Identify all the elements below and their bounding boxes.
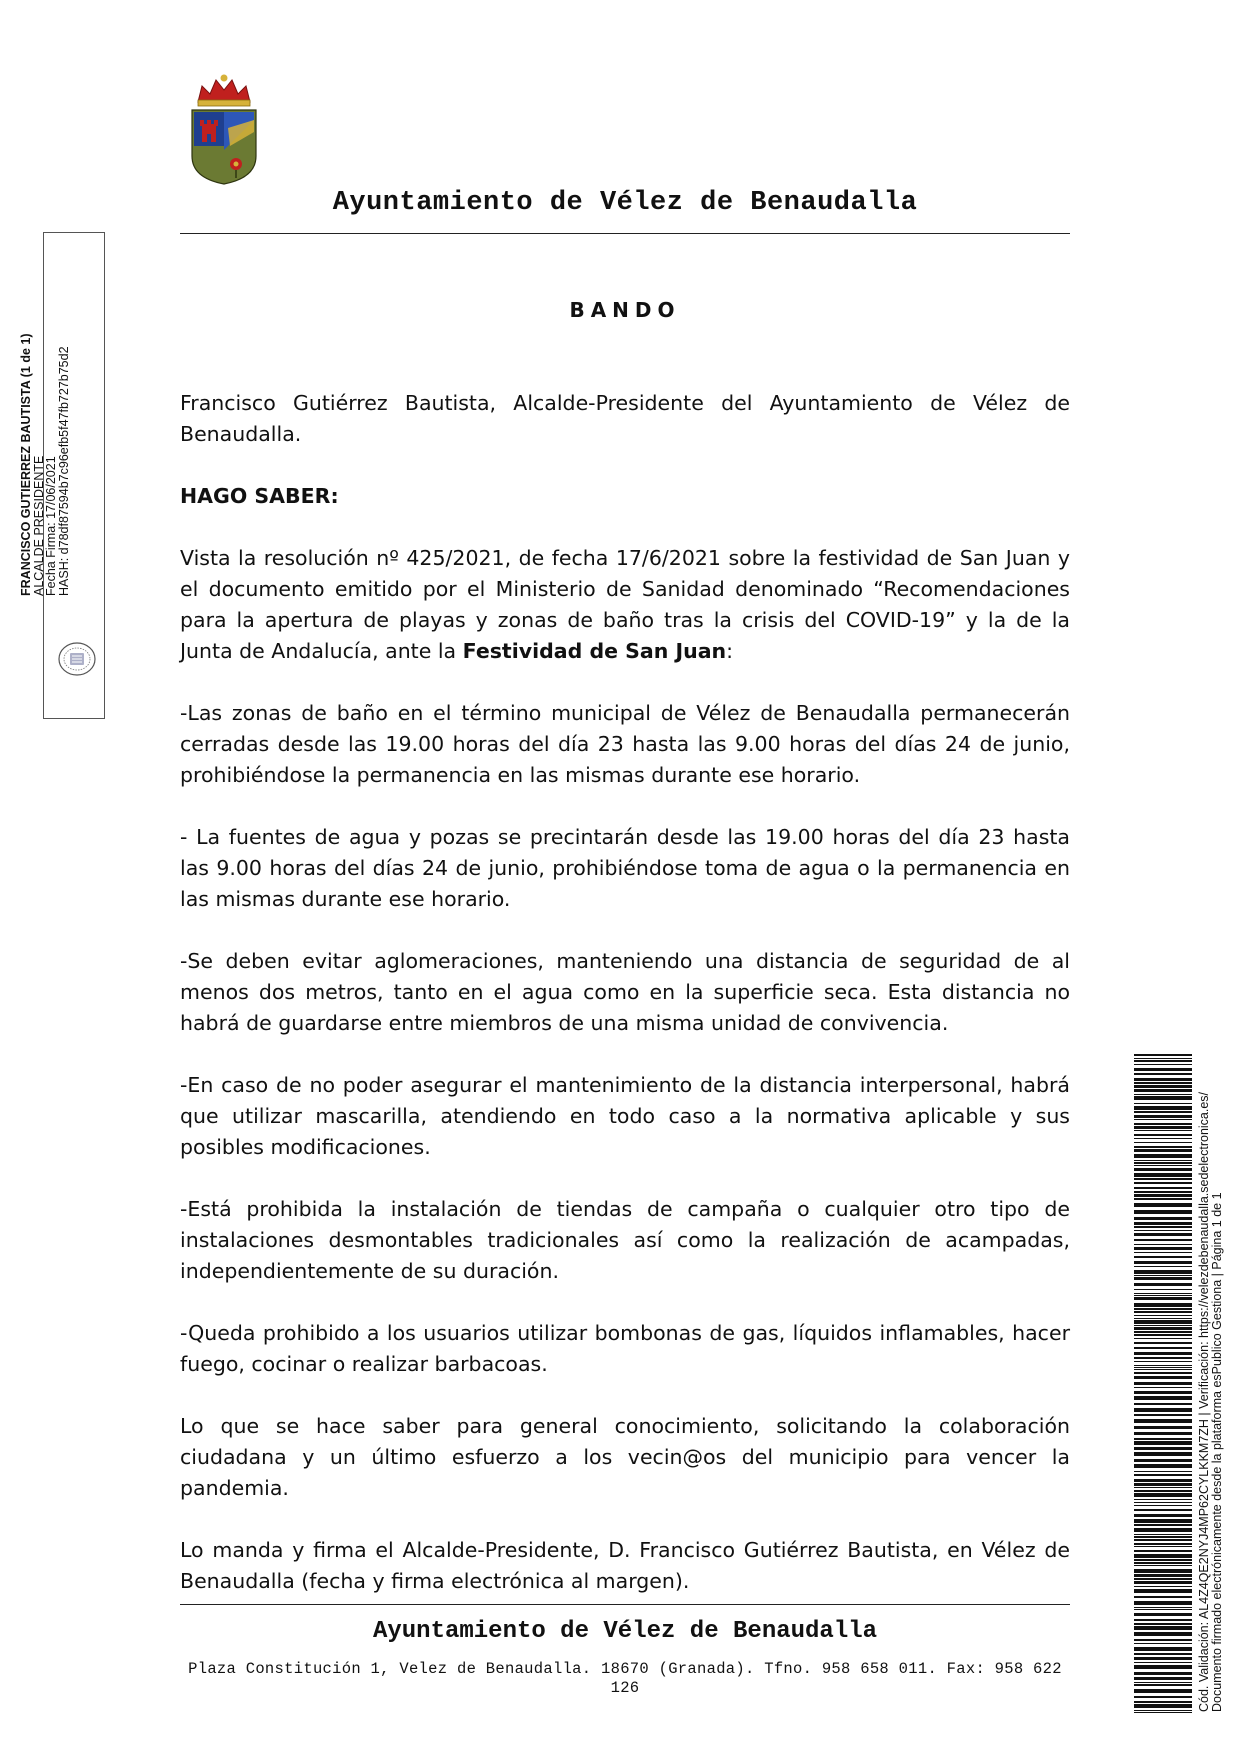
barcode-bar [1134,1334,1192,1336]
barcode-bar [1134,1089,1192,1092]
barcode-bar [1134,1665,1192,1669]
validation-platform: Documento firmado electrónicamente desde la plataforma esPublico Gestiona | Página 1 de 1 [1209,1192,1224,1712]
barcode-bar [1134,1297,1192,1300]
barcode-bar [1134,1519,1192,1523]
barcode-bar [1134,1230,1192,1231]
barcode-bar [1134,1293,1192,1294]
barcode-bar [1134,1126,1192,1129]
barcode-bar [1134,1589,1192,1593]
barcode-bar [1134,1318,1192,1319]
barcode-bar [1134,1609,1192,1610]
barcode-bar [1134,1315,1192,1316]
footer-address: Plaza Constitución 1, Velez de Benaudalla. 18670 (Granada). Tfno. 958 658 011. Fax: 958 622 126 [188,1660,1062,1697]
barcode-bar [1134,1376,1192,1379]
barcode-bar [1134,1222,1192,1225]
barcode-bar [1134,1115,1192,1118]
barcode-bar [1134,1365,1192,1366]
list-item: -Se deben evitar aglomeraciones, manteniendo una distancia de seguridad de al menos dos metros, tanto en el agua como en la superficie seca. Esta distancia no habrá de guardarse entre miembros de una misma unidad de convivencia. [180,949,1070,1035]
barcode-bar [1134,1391,1192,1394]
barcode-bar [1134,1438,1192,1440]
intro-paragraph: Francisco Gutiérrez Bautista, Alcalde-Presidente del Ayuntamiento de Vélez de Benaudalla. [180,391,1070,446]
barcode-bar [1134,1569,1192,1573]
barcode-bar [1134,1162,1192,1164]
barcode-bar [1134,1352,1192,1355]
barcode-bar [1134,1387,1192,1388]
vista-paragraph [180,543,1070,667]
barcode-bar [1134,1187,1192,1189]
barcode-bar [1134,1160,1192,1161]
barcode-bar [1134,1565,1192,1566]
barcode-bar [1134,1270,1192,1274]
barcode-bar [1134,1536,1192,1538]
list-item: -Queda prohibido a los usuarios utilizar bombonas de gas, líquidos inflamables, hacer fuego, cocinar o realizar barbacoas. [180,1321,1070,1376]
barcode-bar [1134,1210,1192,1214]
barcode-bar [1134,1581,1192,1584]
barcode-bar [1134,1586,1192,1587]
barcode-bar [1134,1094,1192,1095]
vista-bold-text: Festividad de San Juan [462,639,727,663]
barcode-bar [1134,1539,1192,1541]
barcode-bar [1134,1550,1192,1552]
closing-paragraph: Lo que se hace saber para general conocimiento, solicitando la colaboración ciudadana y un último esfuerzo a los vecin@os del municipio para vencer la pandemia. [180,1414,1070,1500]
barcode-bar [1134,1559,1192,1561]
barcode-bar [1134,1596,1192,1598]
barcode-bar [1134,1396,1192,1400]
barcode-bar [1134,1073,1192,1075]
barcode-bar [1134,1203,1192,1207]
barcode-bar [1134,1217,1192,1220]
barcode-bar [1134,1471,1192,1472]
barcode-bar [1134,1367,1192,1368]
header-title: Ayuntamiento de Vélez de Benaudalla [332,188,918,218]
barcode-bar [1134,1064,1192,1065]
barcode-bar [1134,1338,1192,1339]
coat-of-arms-logo [188,72,260,186]
barcode-bar [1134,1252,1192,1253]
footer-divider [180,1604,1070,1605]
list-item: - La fuentes de agua y pozas se precintarán desde las 19.00 horas del día 23 hasta las 9.00 horas del días 24 de junio, prohibiéndose toma de agua o la permanencia en las mismas durante ese horario. [180,825,1070,911]
barcode-bar [1134,1111,1192,1113]
barcode-bar [1134,1684,1192,1686]
barcode-bar [1134,1403,1192,1405]
barcode-bar [1134,1441,1192,1445]
barcode-bar [1134,1514,1192,1517]
barcode-bar [1134,1256,1192,1258]
barcode-bar [1134,1369,1192,1370]
barcode-bar [1134,1554,1192,1558]
barcode-bar [1134,1607,1192,1608]
barcode-bar [1134,1408,1192,1412]
barcode-bar [1134,1562,1192,1564]
barcode-bar [1134,1372,1192,1374]
barcode-bar [1134,1106,1192,1110]
barcode-bar [1134,1643,1192,1644]
barcode-bar [1134,1226,1192,1228]
barcode-bar [1134,1178,1192,1180]
barcode-bar [1134,1528,1192,1532]
barcode-bar [1134,1068,1192,1071]
barcode-bar [1134,1426,1192,1429]
list-item: -Las zonas de baño en el término municipal de Vélez de Benaudalla permanecerán cerradas desde las 19.00 horas del día 23 hasta las 9.00 horas del días 24 de junio, prohibiéndose la permanencia en las mismas durante ese horario. [180,701,1070,787]
barcode-bar [1134,1487,1192,1488]
barcode-bar [1134,1459,1192,1462]
barcode-bar [1134,1191,1192,1193]
barcode-bar [1134,1168,1192,1171]
barcode-bar [1134,1283,1192,1286]
barcode-bar [1134,1432,1192,1435]
barcode-bar [1134,1499,1192,1500]
barcode-bar [1134,1626,1192,1630]
barcode-bar [1134,1613,1192,1616]
barcode-bar [1134,1414,1192,1416]
barcode-bar [1134,1325,1192,1326]
signoff-paragraph: Lo manda y firma el Alcalde-Presidente, D. Francisco Gutiérrez Bautista, en Vélez de Benaudalla (fecha y firma electrónica al margen). [180,1538,1070,1593]
barcode-bar [1134,1078,1192,1081]
barcode-bar [1134,1710,1192,1711]
barcode-bar [1134,1138,1192,1139]
barcode-bar [1134,1261,1192,1264]
barcode-bar [1134,1509,1192,1511]
barcode-bar [1134,1331,1192,1333]
barcode-bar [1134,1534,1192,1535]
document-body [180,388,1070,1597]
barcode-bar [1134,1134,1192,1136]
barcode-bar [1134,1639,1192,1641]
barcode-bar [1134,1689,1192,1693]
barcode-bar [1134,1308,1192,1310]
barcode-bar [1134,1303,1192,1307]
barcode-bar [1134,1146,1192,1148]
barcode-bar [1134,1632,1192,1636]
barcode-bar [1134,1524,1192,1526]
barcode-bar [1134,1474,1192,1476]
vista-end: : [726,639,734,663]
barcode-bar [1134,1060,1192,1062]
validation-code: Cód. Validación: AL4Z4QE2NYJ4MP62CYLKKM7ZH | Verificación: https://velezdebenaudalla.sedelectronica.es/ [1197,1091,1211,1712]
barcode-bar [1134,1361,1192,1362]
vista-text: Vista la resolución nº 425/2021, de fecha 17/6/2021 sobre la festividad de San Juan y el documento emitido por el Ministerio de Sanidad denominado “Recomendaciones para la apertura de playas y zonas de baño tras la crisis del COVID-19” y la de la Junta de Andalucía, ante la [180,546,1070,663]
barcode-bar [1134,1696,1192,1698]
barcode-bar [1134,1672,1192,1675]
footer-title: Ayuntamiento de Vélez de Benaudalla [372,1618,878,1645]
barcode-bar [1134,1464,1192,1468]
barcode-bar [1134,1490,1192,1492]
barcode-bar [1134,1096,1192,1100]
barcode-bar [1134,1502,1192,1503]
barcode-bar [1134,1701,1192,1703]
validation-barcode [1134,1054,1192,1714]
barcode-bar [1134,1493,1192,1497]
barcode-bar [1134,1578,1192,1580]
barcode-bar [1134,1452,1192,1456]
barcode-bar [1134,1165,1192,1166]
barcode-bar [1134,1085,1192,1088]
barcode-bar [1134,1275,1192,1276]
barcode-bar [1134,1119,1192,1120]
barcode-bar [1134,1123,1192,1125]
barcode-bar [1134,1342,1192,1344]
barcode-bar [1134,1382,1192,1385]
barcode-bar [1134,1154,1192,1158]
barcode-bar [1134,1173,1192,1177]
validation-text [1198,1092,1223,1712]
barcode-bar [1134,1149,1192,1152]
barcode-bar [1134,1327,1192,1330]
barcode-bar [1134,1574,1192,1577]
barcode-bar [1134,1182,1192,1184]
list-item: -En caso de no poder asegurar el mantenimiento de la distancia interpersonal, habrá que utilizar mascarilla, atendiendo en todo caso a la normativa aplicable y sus posibles modificaciones. [180,1073,1070,1159]
barcode-bar [1134,1277,1192,1280]
barcode-bar [1134,1619,1192,1621]
barcode-bar [1134,1657,1192,1660]
barcode-bar [1134,1653,1192,1655]
signature-seal-icon [57,640,97,678]
barcode-bar [1134,1103,1192,1104]
signer-name: FRANCISCO GUTIERREZ BAUTISTA (1 de 1) [19,333,33,596]
barcode-bar [1134,1682,1192,1683]
barcode-bar [1134,1483,1192,1486]
barcode-bar [1134,1505,1192,1506]
barcode-bar [1134,1601,1192,1605]
barcode-bar [1134,1677,1192,1680]
barcode-bar [1134,1233,1192,1236]
barcode-bar [1134,1662,1192,1663]
barcode-bar [1134,1447,1192,1450]
barcode-bar [1134,1247,1192,1250]
barcode-bar [1134,1082,1192,1084]
barcode-bar [1134,1194,1192,1197]
barcode-bar [1134,1623,1192,1625]
barcode-bar [1134,1357,1192,1359]
signature-hash: HASH: d78df87594b7c96efb5f47fb727b75d2 [56,346,71,596]
barcode-bar [1134,1289,1192,1290]
barcode-bar [1134,1543,1192,1545]
barcode-bar [1134,1347,1192,1349]
barcode-bar [1134,1320,1192,1324]
barcode-bar [1134,1054,1192,1056]
document-heading: BANDO [569,298,681,322]
barcode-bar [1134,1647,1192,1651]
barcode-bar [1134,1266,1192,1267]
barcode-bar [1134,1142,1192,1143]
barcode-bar [1134,1704,1192,1708]
barcode-bar [1134,1546,1192,1547]
barcode-bar [1134,1295,1192,1296]
barcode-bar [1134,1239,1192,1241]
barcode-bar [1134,1244,1192,1245]
signer-role: ALCALDE PRESIDENTE [31,455,46,596]
signature-stamp-text [20,333,70,596]
list-item: -Está prohibida la instalación de tiendas de campaña o cualquier otro tipo de instalaciones desmontables tradicionales así como la realización de acampadas, independientemente de su duración. [180,1197,1070,1283]
barcode-bar [1134,1311,1192,1313]
barcode-bar [1134,1198,1192,1200]
hago-saber-heading: HAGO SABER: [180,484,339,508]
barcode-bar [1134,1712,1192,1713]
header-divider [180,233,1070,234]
barcode-bar [1134,1419,1192,1423]
barcode-bar [1134,1058,1192,1059]
signature-date: Fecha Firma: 17/06/2021 [44,456,58,596]
barcode-bar [1134,1130,1192,1131]
barcode-bar [1134,1479,1192,1482]
